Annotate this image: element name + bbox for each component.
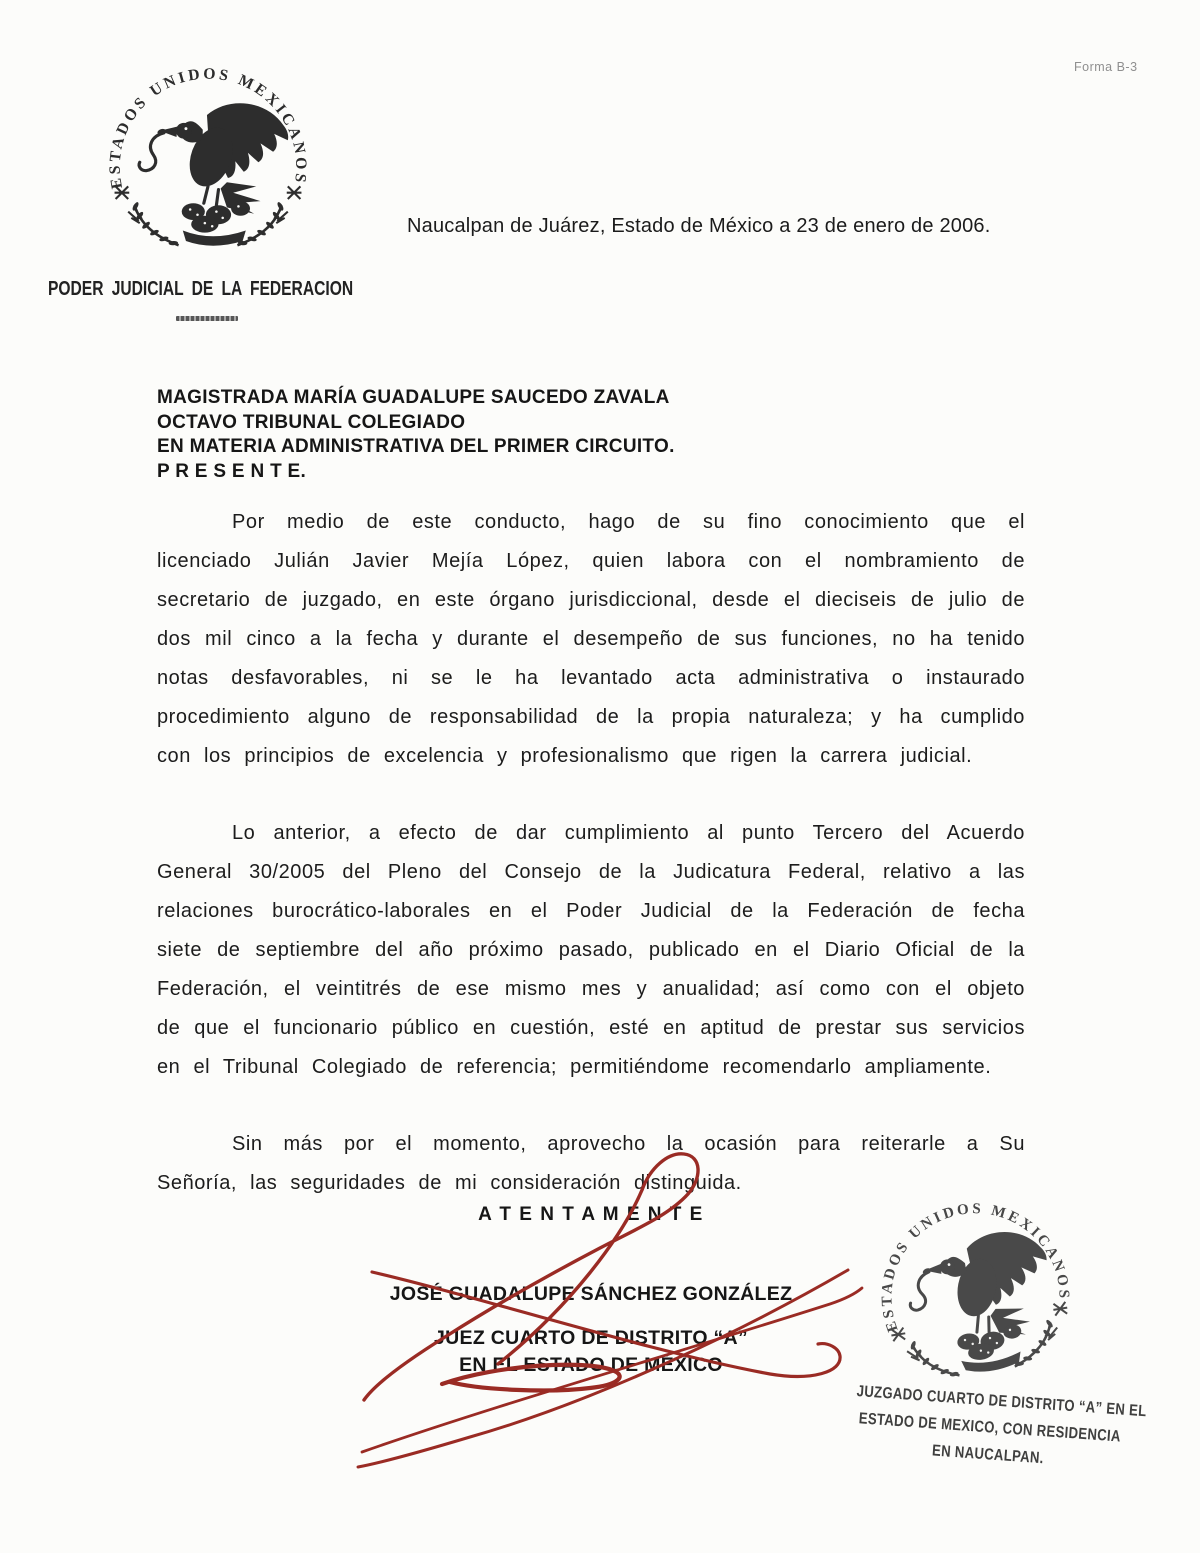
signer-name: JOSÉ GUADALUPE SÁNCHEZ GONZÁLEZ: [389, 1283, 793, 1305]
letter-body: [157, 503, 1025, 1241]
letterhead-divider: [176, 316, 238, 321]
signer-title-line2: EN EL ESTADO DE MÉXICO: [459, 1354, 723, 1376]
paragraph-2: Lo anterior, a efecto de dar cumplimiento al punto Tercero del Acuerdo General 30/2005 del Pleno del Consejo de la Judicatura Federal, relativo a las relaciones burocrático-laborales en el Poder Judicial de la Federación de fecha siete de septiembre del año próximo pasado, publicado en el Diario Oficial de la Federación, el veintitrés de ese mismo mes y anualidad; así como con el objeto de que el funcionario público en cuestión, esté en aptitud de prestar sus servicios en el Tribunal Colegiado de referencia; permitiéndome recomendarlo ampliamente.: [157, 822, 1025, 1078]
recipient-court-matter: EN MATERIA ADMINISTRATIVA DEL PRIMER CIRCUITO.: [157, 436, 675, 457]
institution-name: PODER JUDICIAL DE LA FEDERACION: [48, 278, 354, 300]
stamp-line-2: ESTADO DE MEXICO, CON RESIDENCIA: [858, 1410, 1122, 1446]
stamp-caption: [822, 1376, 1157, 1480]
closing-salutation: A T E N T A M E N T E: [478, 1204, 704, 1225]
recipient-name: MAGISTRADA MARÍA GUADALUPE SAUCEDO ZAVALA: [157, 387, 670, 408]
paragraph-1: Por medio de este conducto, hago de su fino conocimiento que el licenciado Julián Javier Mejía López, quien labora con el nombramiento de secretario de juzgado, en este órgano jurisdiccional, desde el dieciseis de julio de dos mil cinco a la fecha y durante el desempeño de sus funciones, no ha tenido notas desfavorables, ni se le ha levantado acta administrativa o instaurado procedimiento alguno de responsabilidad de la propia naturaleza; y ha cumplido con los principios de excelencia y profesionalismo que rigen la carrera judicial.: [157, 511, 1025, 767]
stamp-line-3: EN NAUCALPAN.: [931, 1442, 1045, 1468]
paragraph-3: Sin más por el momento, aprovecho la ocasión para reiterarle a Su Señoría, las seguridades de mi consideración distinguida.: [157, 1133, 1025, 1194]
stamp-seal: [860, 1174, 1089, 1403]
mexican-coat-of-arms-seal: [103, 52, 313, 262]
form-code-label: Forma B-3: [1074, 60, 1138, 74]
recipient-court: OCTAVO TRIBUNAL COLEGIADO: [157, 411, 466, 433]
date-line: Naucalpan de Juárez, Estado de México a 23 de enero de 2006.: [407, 215, 991, 237]
recipient-block: [157, 386, 675, 484]
stamp-line-1: JUZGADO CUARTO DE DISTRITO “A” EN EL: [856, 1383, 1148, 1421]
signer-title-line1: JUEZ CUARTO DE DISTRITO “A”: [434, 1327, 748, 1349]
recipient-presente: P R E S E N T E.: [157, 460, 307, 482]
